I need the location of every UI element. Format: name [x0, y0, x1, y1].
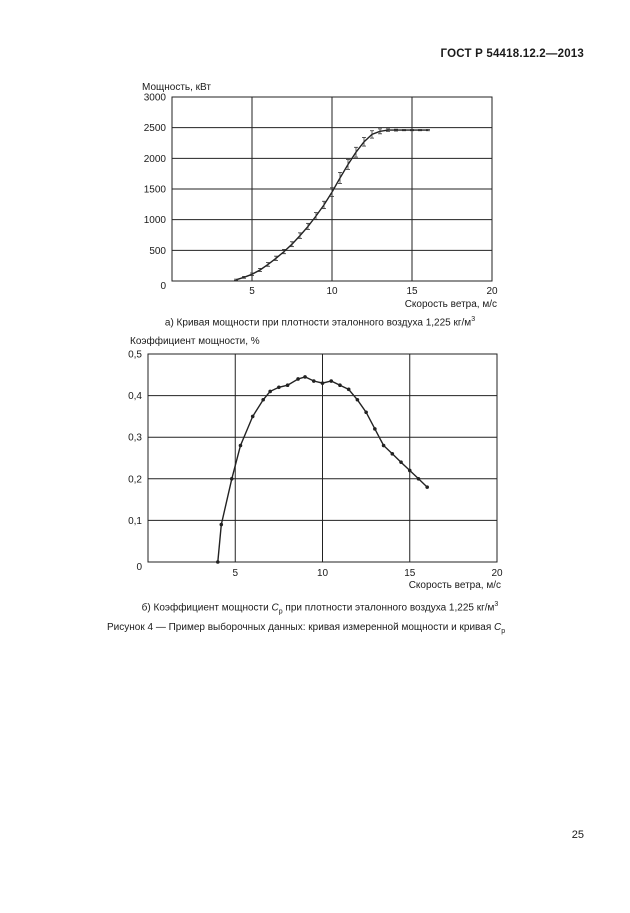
data-point — [391, 452, 395, 456]
data-point — [219, 523, 223, 527]
y-axis-label: Коэффициент мощности, % — [130, 336, 260, 347]
data-point — [286, 383, 290, 387]
origin-label: 0 — [136, 562, 142, 573]
origin-label: 0 — [160, 281, 166, 292]
y-tick-label: 0,2 — [128, 474, 142, 486]
data-point — [261, 398, 265, 402]
y-tick-label: 1000 — [143, 215, 166, 227]
y-tick-label: 0,4 — [128, 391, 142, 403]
data-point — [216, 560, 220, 564]
data-point — [268, 390, 272, 394]
power-coefficient-chart — [128, 335, 503, 591]
data-point — [312, 379, 316, 383]
data-point — [356, 398, 360, 402]
data-point — [373, 427, 377, 431]
x-axis-label: Скорость ветра, м/с — [404, 299, 497, 310]
data-point — [239, 444, 243, 448]
y-tick-label: 2500 — [143, 123, 166, 135]
data-point — [277, 385, 281, 389]
y-axis-label: Мощность, кВт — [142, 82, 211, 93]
x-tick-label: 10 — [316, 568, 329, 579]
x-tick-label: 20 — [491, 568, 503, 579]
data-point — [382, 444, 386, 448]
y-tick-label: 0,5 — [128, 349, 142, 361]
data-point — [251, 415, 255, 419]
x-tick-label: 5 — [249, 286, 255, 297]
caption-b: б) Коэффициент мощности $C_p$ при плотности эталонного воздуха 1,225 $кг/м^3$ — [141, 601, 499, 616]
data-point — [425, 485, 429, 489]
data-point — [347, 388, 351, 392]
y-tick-label: 0,3 — [128, 432, 142, 444]
data-point — [296, 377, 300, 381]
figure-caption: Рисунок 4 — Пример выборочных данных: кривая измеренной мощности и кривая $C_p$ — [107, 622, 506, 635]
data-point — [417, 477, 421, 481]
data-point — [230, 477, 234, 481]
document-header: ГОСТ Р 54418.12.2—2013 — [440, 48, 584, 60]
data-point — [364, 410, 368, 414]
x-tick-label: 20 — [486, 286, 498, 297]
caption-a: а) Кривая мощности при плотности эталонного воздуха 1,225 $кг/м^3$ — [164, 316, 476, 329]
data-point — [303, 375, 307, 379]
x-tick-label: 15 — [406, 286, 418, 297]
data-point — [329, 379, 333, 383]
y-tick-label: 0,1 — [128, 515, 142, 527]
y-tick-label: 1500 — [143, 184, 166, 196]
x-tick-label: 5 — [232, 568, 239, 579]
y-tick-label: 3000 — [143, 92, 166, 104]
data-point — [399, 460, 403, 464]
data-point — [408, 469, 412, 473]
data-point — [338, 383, 342, 387]
y-tick-label: 2000 — [143, 153, 166, 165]
x-tick-label: 10 — [326, 286, 338, 297]
page-number: 25 — [571, 829, 584, 841]
data-point — [321, 381, 325, 385]
x-axis-label: Скорость ветра, м/с — [408, 580, 501, 591]
x-tick-label: 15 — [404, 568, 416, 579]
y-tick-label: 500 — [149, 245, 166, 257]
power-curve-chart — [142, 82, 498, 310]
